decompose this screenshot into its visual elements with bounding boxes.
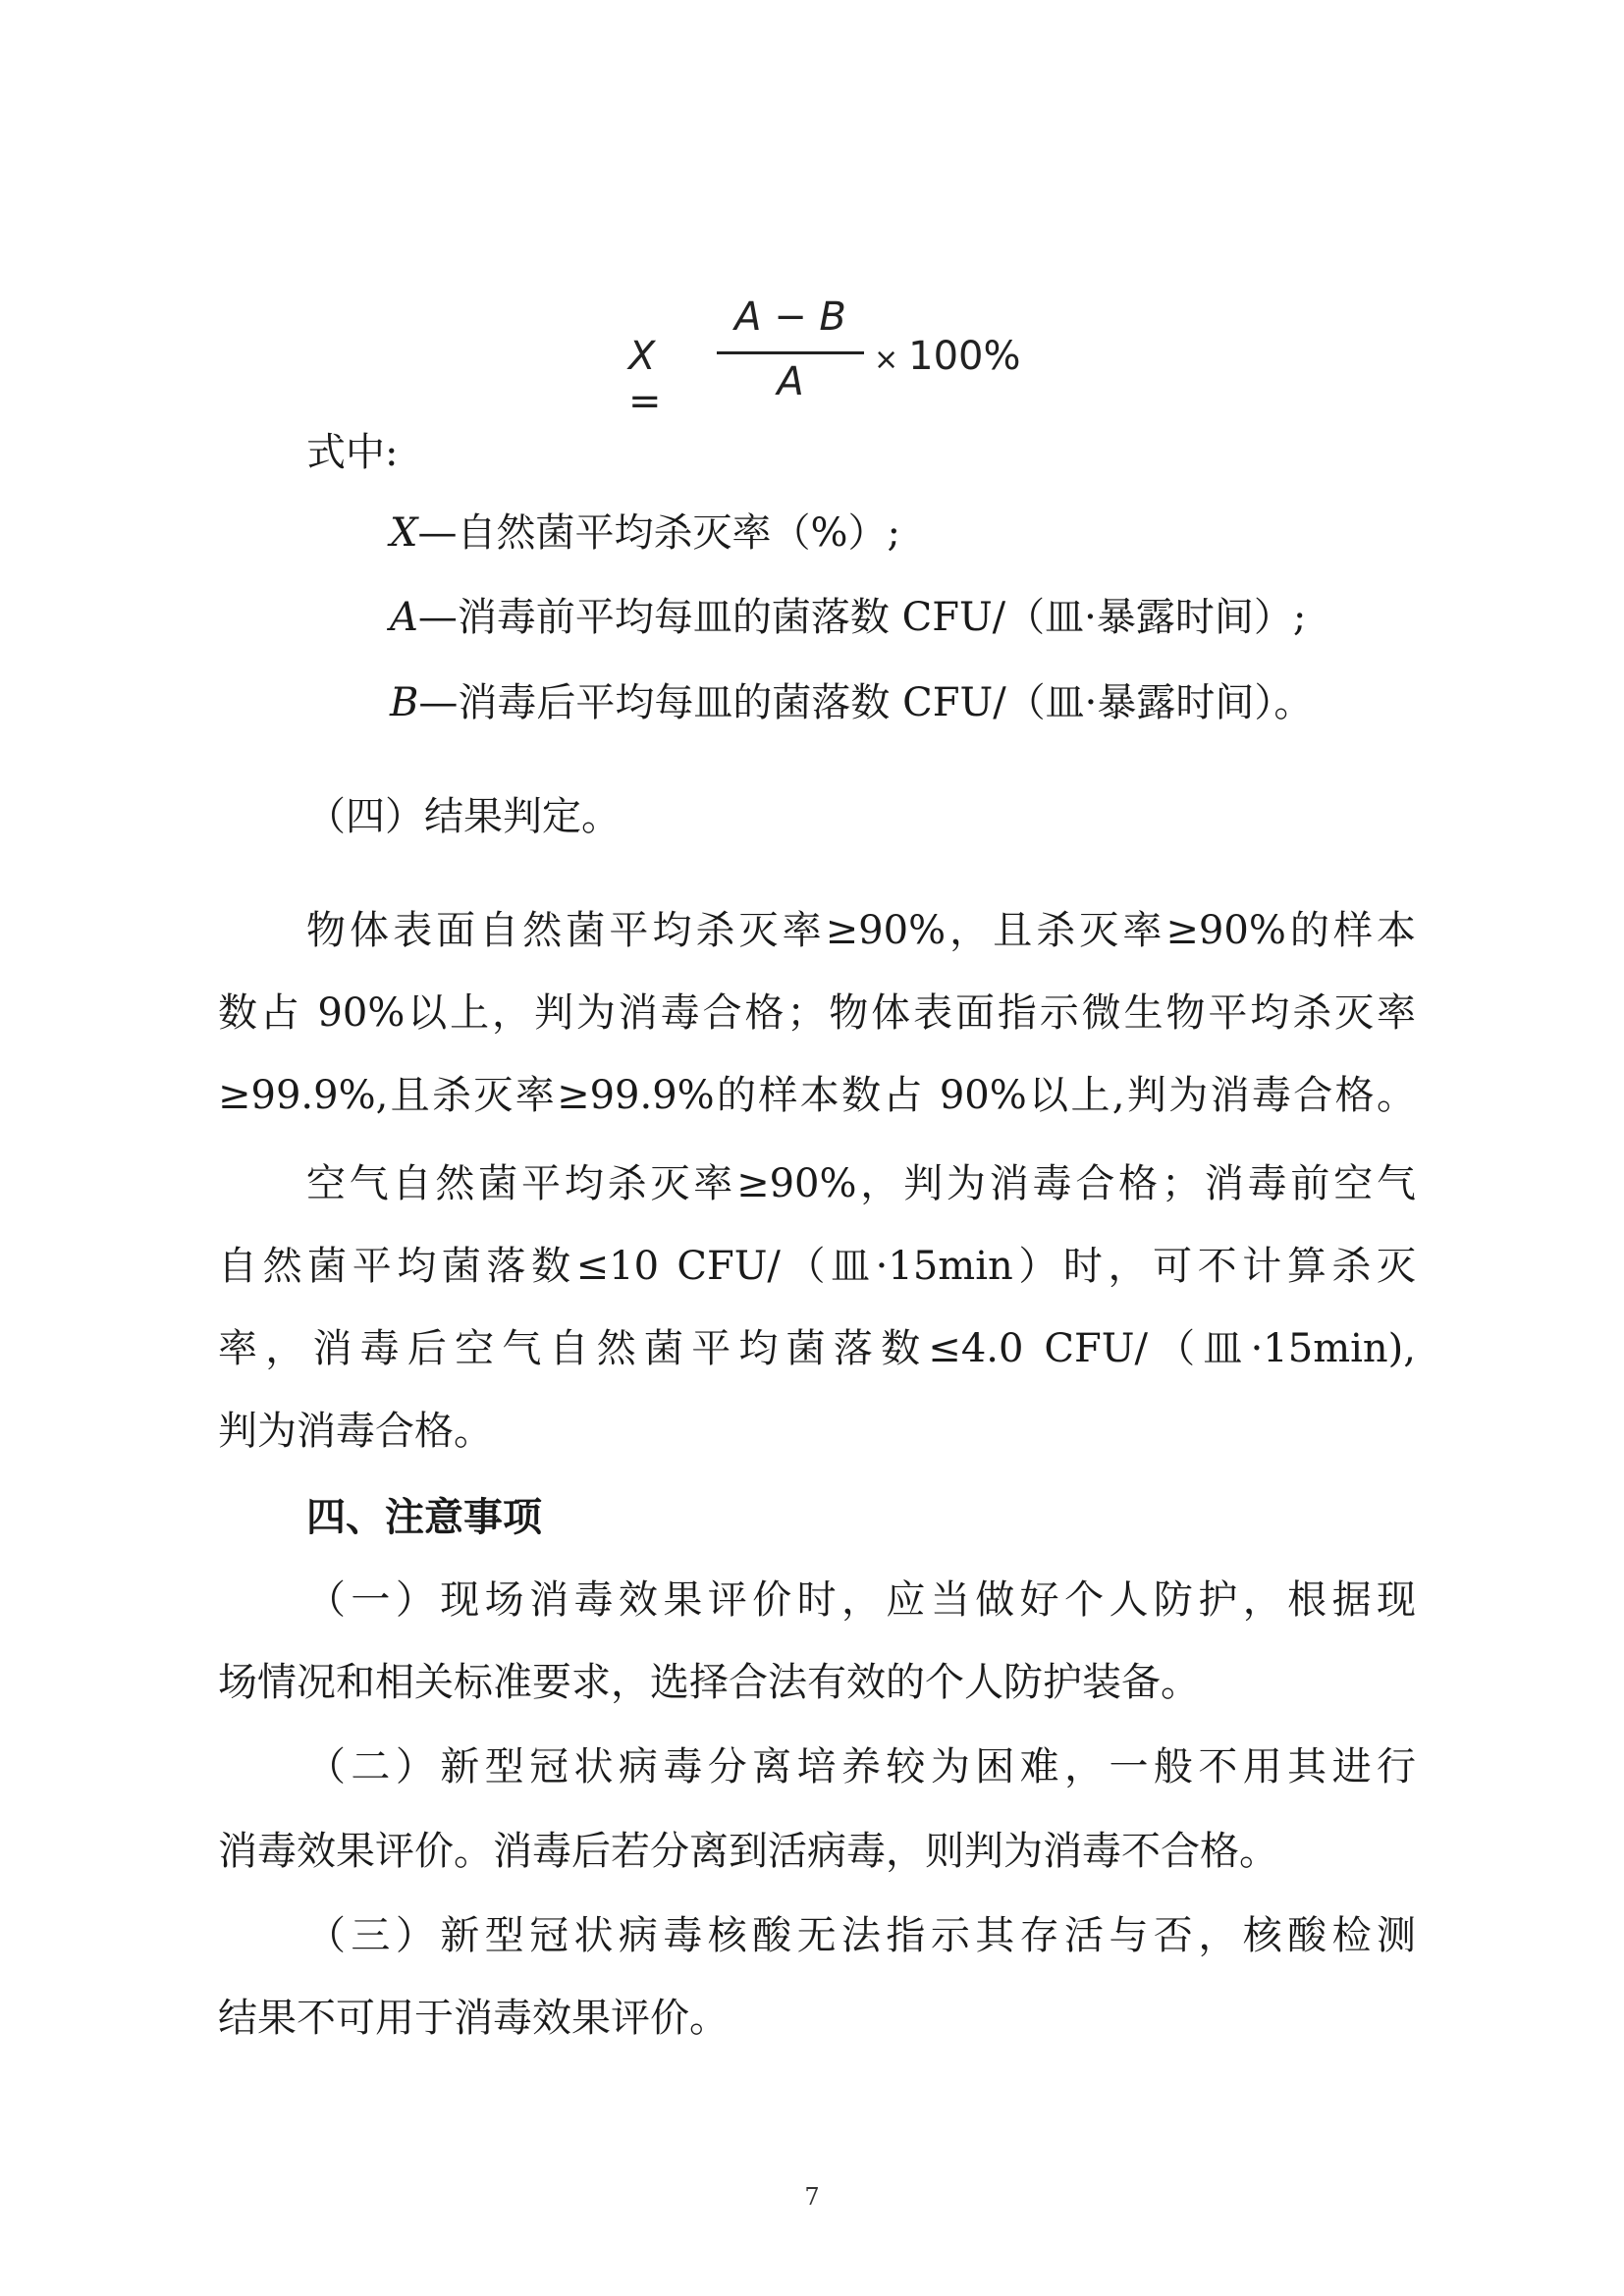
result-para2-line1: 空气自然菌平均杀灭率≥90%，判为消毒合格；消毒前空气 (306, 1161, 1416, 1206)
note2-line2: 消毒效果评价。消毒后若分离到活病毒，则判为消毒不合格。 (218, 1829, 1278, 1874)
result-para1-line1: 物体表面自然菌平均杀灭率≥90%，且杀灭率≥90%的样本 (306, 908, 1416, 953)
result-para2-line4: 判为消毒合格。 (218, 1409, 493, 1454)
note2-line1: （二）新型冠状病毒分离培养较为困难，一般不用其进行 (306, 1744, 1416, 1789)
definition-b (390, 679, 1313, 726)
formula-denominator: A (777, 359, 804, 404)
fraction-bar (717, 351, 864, 354)
variable-b: B (390, 680, 419, 725)
result-para1-line2: 数占 90%以上，判为消毒合格；物体表面指示微生物平均杀灭率 (218, 990, 1416, 1036)
note1-line2: 场情况和相关标准要求，选择合法有效的个人防护装备。 (218, 1660, 1200, 1705)
definition-a-text: —消毒前平均每皿的菌落数 CFU/（皿·暴露时间）; (417, 595, 1307, 640)
definition-b-text: —消毒后平均每皿的菌落数 CFU/（皿·暴露时间）。 (418, 680, 1314, 725)
result-para2-line2: 自然菌平均菌落数≤10 CFU/（皿·15min）时，可不计算杀灭 (218, 1244, 1416, 1289)
formula-rhs (874, 334, 1021, 379)
formula-lhs: X = (628, 334, 662, 424)
formula-numerator: A − B (734, 294, 846, 340)
note3-line1: （三）新型冠状病毒核酸无法指示其存活与否，核酸检测 (306, 1913, 1416, 1958)
multiply-sign: × (874, 343, 899, 377)
note1-line1: （一）现场消毒效果评价时，应当做好个人防护，根据现 (306, 1577, 1416, 1623)
definition-x-text: —自然菌平均杀灭率（%）; (417, 510, 900, 556)
result-para2-line3: 率，消毒后空气自然菌平均菌落数≤4.0 CFU/（皿·15min), (218, 1326, 1416, 1371)
formula-fraction (717, 294, 864, 412)
variable-x: X (390, 510, 418, 556)
variable-a: A (390, 595, 418, 640)
note3-line2: 结果不可用于消毒效果评价。 (218, 1996, 729, 2041)
result-heading: （四）结果判定。 (306, 794, 621, 839)
definitions-intro: 式中: (306, 430, 399, 475)
definition-x (390, 509, 900, 557)
definition-a (390, 594, 1306, 641)
section-title-notes: 四、注意事项 (306, 1495, 542, 1540)
result-para1-line3: ≥99.9%,且杀灭率≥99.9%的样本数占 90%以上,判为消毒合格。 (218, 1073, 1416, 1118)
formula-percent: 100% (908, 334, 1021, 379)
page-number: 7 (804, 2183, 820, 2211)
